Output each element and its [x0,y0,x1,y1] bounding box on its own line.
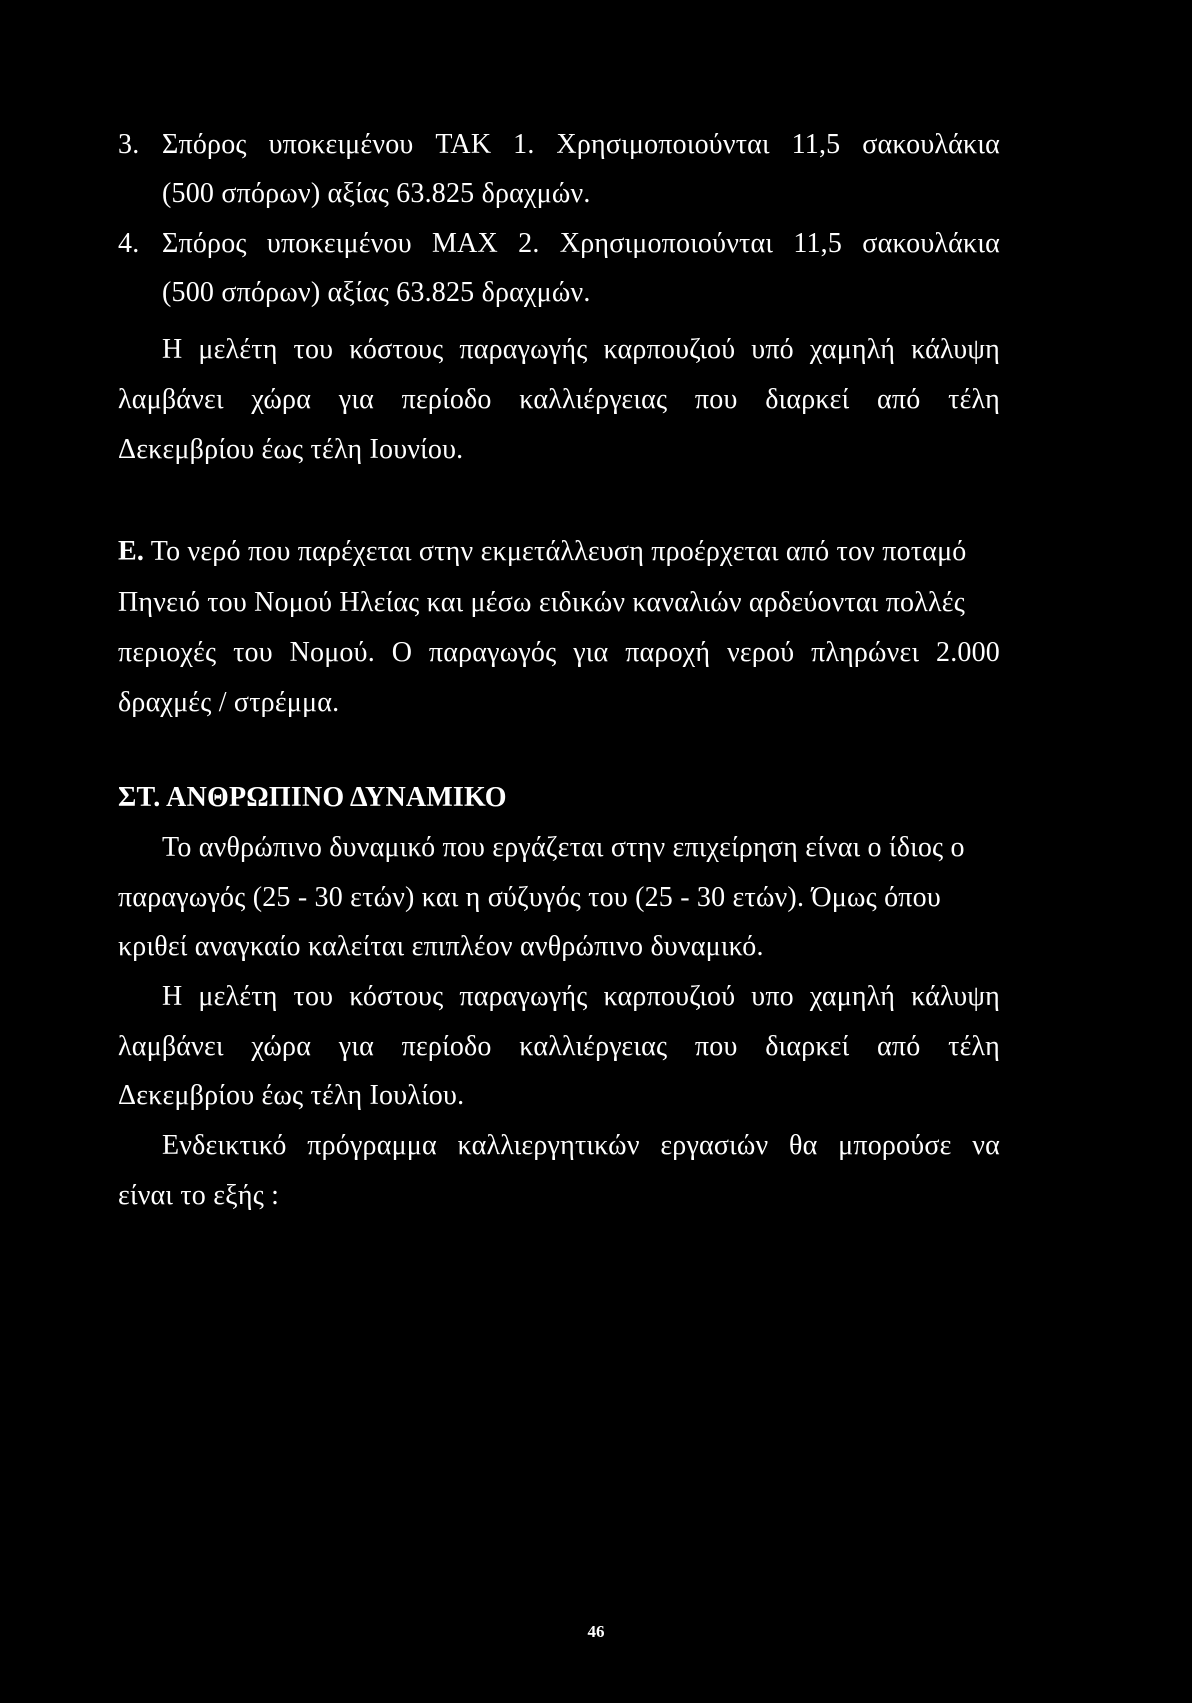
section-e-line-4: δραχμές / στρέμμα. [118,687,340,718]
word: ΤΑΚ [435,129,492,160]
word: τέλη [948,1031,1000,1062]
word: διαρκεί [765,1031,850,1062]
word: χαμηλή [809,334,896,365]
word: υπό [751,334,794,365]
section-st-heading: ΣΤ. ΑΝΘΡΩΠΙΝΟ ΔΥΝΑΜΙΚΟ [118,782,507,813]
word: από [877,1031,921,1062]
word: μελέτη [198,981,278,1012]
word: υποκειμένου [266,228,412,259]
section-st-p1-line-3: κριθεί αναγκαίο καλείται επιπλέον ανθρώπινο δυναμικό. [118,931,764,962]
word: υπο [751,981,794,1012]
word: σακουλάκια [862,129,1000,160]
word: καρπουζιού [603,981,736,1012]
word: Ο [391,637,413,668]
item-4-line-1 [162,230,1000,258]
item-3-number: 3. [118,129,140,160]
section-st-p3-line-1 [162,1132,1000,1160]
word: που [694,1031,738,1062]
section-st-p1-line-1: Το ανθρώπινο δυναμικό που εργάζεται στην επιχείρηση είναι ο ίδιος ο [162,832,965,863]
section-e-line-3 [118,639,1000,667]
word: περίοδο [401,384,492,415]
word: του [293,981,334,1012]
word: για [338,1031,374,1062]
word: καλλιέργειας [519,1031,668,1062]
word: του [293,334,334,365]
word: που [694,384,738,415]
word: παραγωγής [459,334,588,365]
word: κάλυψη [911,334,1000,365]
item-4-number: 4. [118,228,140,259]
section-st-p2-line-1 [162,983,1000,1011]
paragraph-1-line-3: Δεκεμβρίου έως τέλη Ιουνίου. [118,434,464,465]
word: χώρα [251,384,312,415]
word: χαμηλή [809,981,896,1012]
word: χώρα [251,1031,312,1062]
word: ΜΑΧ [432,228,498,259]
item-3-line-1 [162,131,1000,159]
section-e-line-2: Πηνειό του Νομού Ηλείας και μέσω ειδικών καναλιών αρδεύονται πολλές [118,587,966,618]
word: παροχή [625,637,711,668]
word: λαμβάνει [118,384,224,415]
word: κάλυψη [911,981,1000,1012]
section-st-p3-line-2: είναι το εξής : [118,1180,280,1211]
word: σακουλάκια [862,228,1000,259]
word: τέλη [948,384,1000,415]
word: 11,5 [793,228,843,259]
word: νερού [727,637,795,668]
word: καλλιέργειας [519,384,668,415]
word: Νομού. [289,637,375,668]
paragraph-1-line-1 [162,336,1000,364]
word: καλλιεργητικών [457,1130,640,1161]
paragraph-1-line-2 [118,386,1000,414]
word: Χρησιμοποιούνται [559,228,774,259]
word: μελέτη [198,334,278,365]
word: Ενδεικτικό [162,1130,287,1161]
word: 11,5 [791,129,841,160]
section-st-p2-line-2 [118,1033,1000,1061]
word: Σπόρος [162,228,247,259]
word: Η [162,334,183,365]
word: Χρησιμοποιούνται [556,129,770,160]
word: θα [789,1130,818,1161]
word: εργασιών [660,1130,769,1161]
word: για [573,637,609,668]
word: 1. [513,129,535,160]
item-3-line-2: (500 σπόρων) αξίας 63.825 δραχμών. [162,178,591,209]
word: μπορούσε [838,1130,952,1161]
word: λαμβάνει [118,1031,224,1062]
word: κόστους [349,981,444,1012]
section-e-line-1-text: Το νερό που παρέχεται στην εκμετάλλευση προέρχεται από τον ποταμό [150,536,967,567]
word: περίοδο [401,1031,492,1062]
word: πρόγραμμα [307,1130,437,1161]
word: καρπουζιού [603,334,736,365]
word: για [338,384,374,415]
word: Η [162,981,183,1012]
word: του [233,637,273,668]
word: διαρκεί [765,384,850,415]
section-st-p2-line-3: Δεκεμβρίου έως τέλη Ιουλίου. [118,1080,465,1111]
word: Σπόρος [162,129,247,160]
word: περιοχές [118,637,217,668]
word: 2. [518,228,540,259]
section-st-p1-line-2: παραγωγός (25 - 30 ετών) και η σύζυγός του (25 - 30 ετών). Όμως όπου [118,882,941,913]
word: υποκειμένου [268,129,414,160]
page-number: 46 [587,1622,605,1641]
word: πληρώνει [811,637,920,668]
word: να [972,1130,1000,1161]
word: παραγωγός [428,637,557,668]
word: κόστους [349,334,444,365]
section-e-line-1 [118,538,967,566]
word: από [877,384,921,415]
section-e-label: Ε. [118,536,145,567]
item-4-line-2: (500 σπόρων) αξίας 63.825 δραχμών. [162,277,591,308]
word: παραγωγής [459,981,588,1012]
word: 2.000 [936,637,1000,668]
